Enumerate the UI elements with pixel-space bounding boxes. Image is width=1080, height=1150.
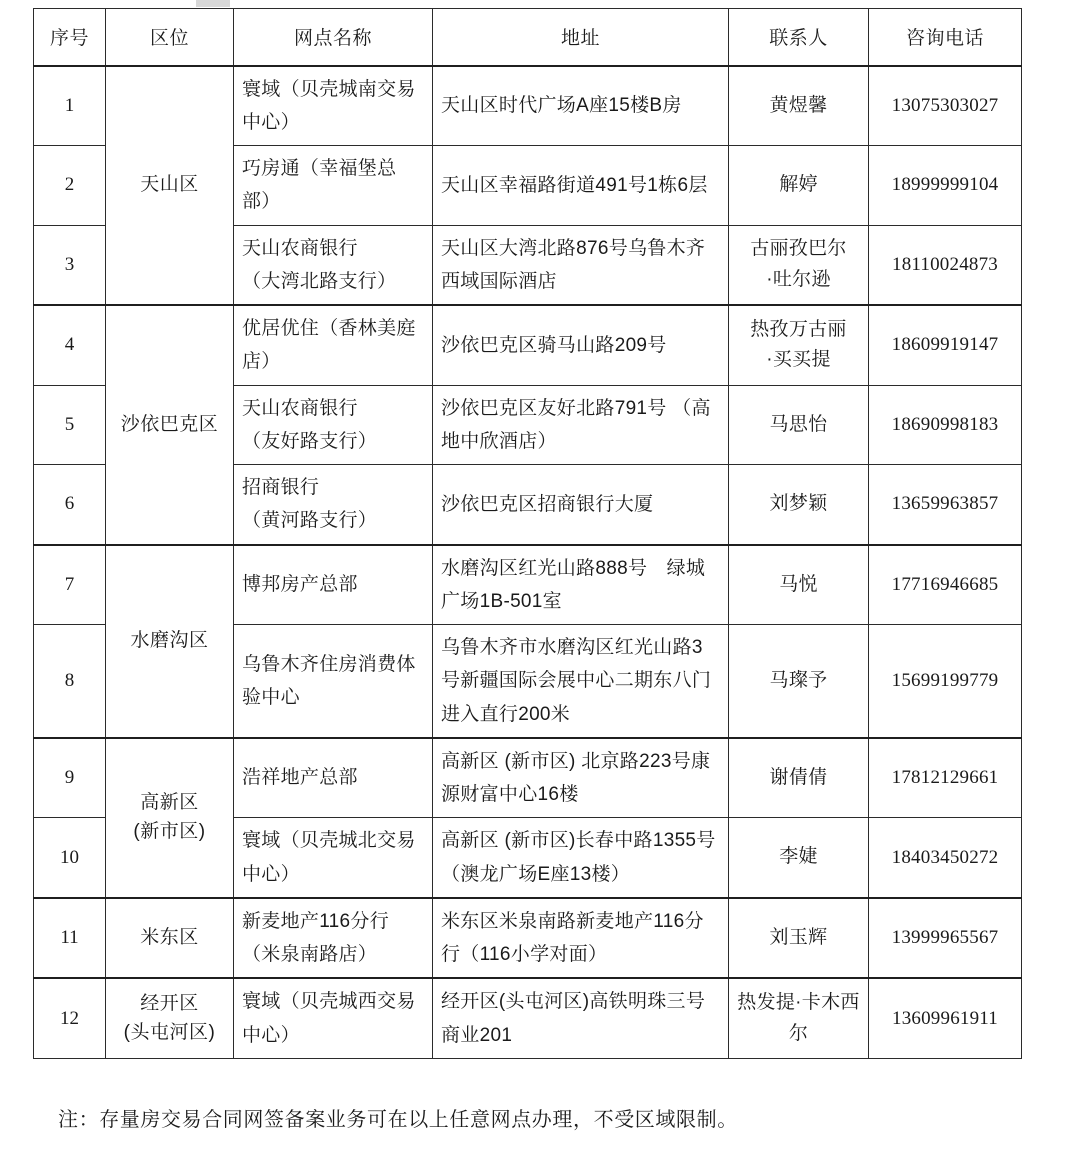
cell-no: 5 [34,385,106,465]
cell-phone: 17716946685 [869,545,1022,625]
cell-name: 寰域（贝壳城北交易中心） [234,818,433,898]
cell-no: 12 [34,978,106,1058]
cell-phone: 18690998183 [869,385,1022,465]
cell-address: 沙依巴克区友好北路791号 （高地中欣酒店） [433,385,729,465]
cell-address: 高新区 (新市区)长春中路1355号（澳龙广场E座13楼） [433,818,729,898]
cell-no: 9 [34,738,106,818]
cell-phone: 15699199779 [869,625,1022,738]
cell-phone: 18999999104 [869,146,1022,226]
cell-address: 水磨沟区红光山路888号 绿城广场1B-501室 [433,545,729,625]
cell-phone: 18403450272 [869,818,1022,898]
column-header-phone: 咨询电话 [869,9,1022,66]
cell-contact: 解婷 [729,146,869,226]
cell-district: 沙依巴克区 [106,305,234,545]
cell-phone: 13609961911 [869,978,1022,1058]
cell-name: 新麦地产116分行 （米泉南路店） [234,898,433,979]
cell-contact: 谢倩倩 [729,738,869,818]
cell-no: 6 [34,465,106,545]
branch-table [33,8,1022,1059]
column-header-district: 区位 [106,9,234,66]
cell-district: 经开区 (头屯河区) [106,978,234,1058]
cell-contact: 刘玉辉 [729,898,869,979]
cell-contact: 马璨予 [729,625,869,738]
cell-name: 博邦房产总部 [234,545,433,625]
cell-contact: 古丽孜巴尔 ·吐尔逊 [729,225,869,305]
table-row [34,898,1022,979]
cell-no: 3 [34,225,106,305]
cell-name: 优居优住（香林美庭店） [234,305,433,385]
cell-no: 2 [34,146,106,226]
cell-name: 寰域（贝壳城南交易中心） [234,66,433,146]
cell-district: 水磨沟区 [106,545,234,738]
table-row [34,66,1022,146]
cell-name: 天山农商银行 （友好路支行） [234,385,433,465]
cell-phone: 13659963857 [869,465,1022,545]
cell-name: 浩祥地产总部 [234,738,433,818]
cell-name: 寰域（贝壳城西交易中心） [234,978,433,1058]
column-header-contact: 联系人 [729,9,869,66]
cell-address: 高新区 (新市区) 北京路223号康源财富中心16楼 [433,738,729,818]
cell-name: 天山农商银行 （大湾北路支行） [234,225,433,305]
column-header-name: 网点名称 [234,9,433,66]
column-header-address: 地址 [433,9,729,66]
cell-address: 天山区幸福路街道491号1栋6层 [433,146,729,226]
cell-no: 1 [34,66,106,146]
cell-no: 10 [34,818,106,898]
cell-contact: 黄煜馨 [729,66,869,146]
table-row [34,305,1022,385]
scan-artifact [196,0,230,7]
cell-district: 高新区 (新市区) [106,738,234,898]
cell-contact: 热发提·卡木西尔 [729,978,869,1058]
cell-name: 招商银行 （黄河路支行） [234,465,433,545]
cell-no: 4 [34,305,106,385]
cell-contact: 马思怡 [729,385,869,465]
cell-district: 天山区 [106,66,234,306]
cell-no: 7 [34,545,106,625]
cell-phone: 18609919147 [869,305,1022,385]
table-row [34,545,1022,625]
cell-name: 巧房通（幸福堡总部） [234,146,433,226]
cell-phone: 17812129661 [869,738,1022,818]
cell-address: 天山区大湾北路876号乌鲁木齐西域国际酒店 [433,225,729,305]
footnote: 注：存量房交易合同网签备案业务可在以上任意网点办理，不受区域限制。 [58,1109,738,1131]
cell-name: 乌鲁木齐住房消费体验中心 [234,625,433,738]
cell-address: 沙依巴克区骑马山路209号 [433,305,729,385]
cell-contact: 李婕 [729,818,869,898]
cell-contact: 刘梦颖 [729,465,869,545]
table-row [34,978,1022,1058]
table-body [34,66,1022,1059]
cell-no: 8 [34,625,106,738]
cell-district: 米东区 [106,898,234,979]
cell-phone: 18110024873 [869,225,1022,305]
cell-address: 沙依巴克区招商银行大厦 [433,465,729,545]
column-header-no: 序号 [34,9,106,66]
cell-phone: 13999965567 [869,898,1022,979]
cell-contact: 热孜万古丽 ·买买提 [729,305,869,385]
table-row [34,738,1022,818]
cell-address: 经开区(头屯河区)高铁明珠三号商业201 [433,978,729,1058]
cell-phone: 13075303027 [869,66,1022,146]
cell-no: 11 [34,898,106,979]
table-header-row [34,9,1022,66]
cell-address: 天山区时代广场A座15楼B房 [433,66,729,146]
cell-contact: 马悦 [729,545,869,625]
cell-address: 乌鲁木齐市水磨沟区红光山路3号新疆国际会展中心二期东八门进入直行200米 [433,625,729,738]
branch-table-container [33,8,1021,1059]
cell-address: 米东区米泉南路新麦地产116分行（116小学对面） [433,898,729,979]
table-header [34,9,1022,66]
